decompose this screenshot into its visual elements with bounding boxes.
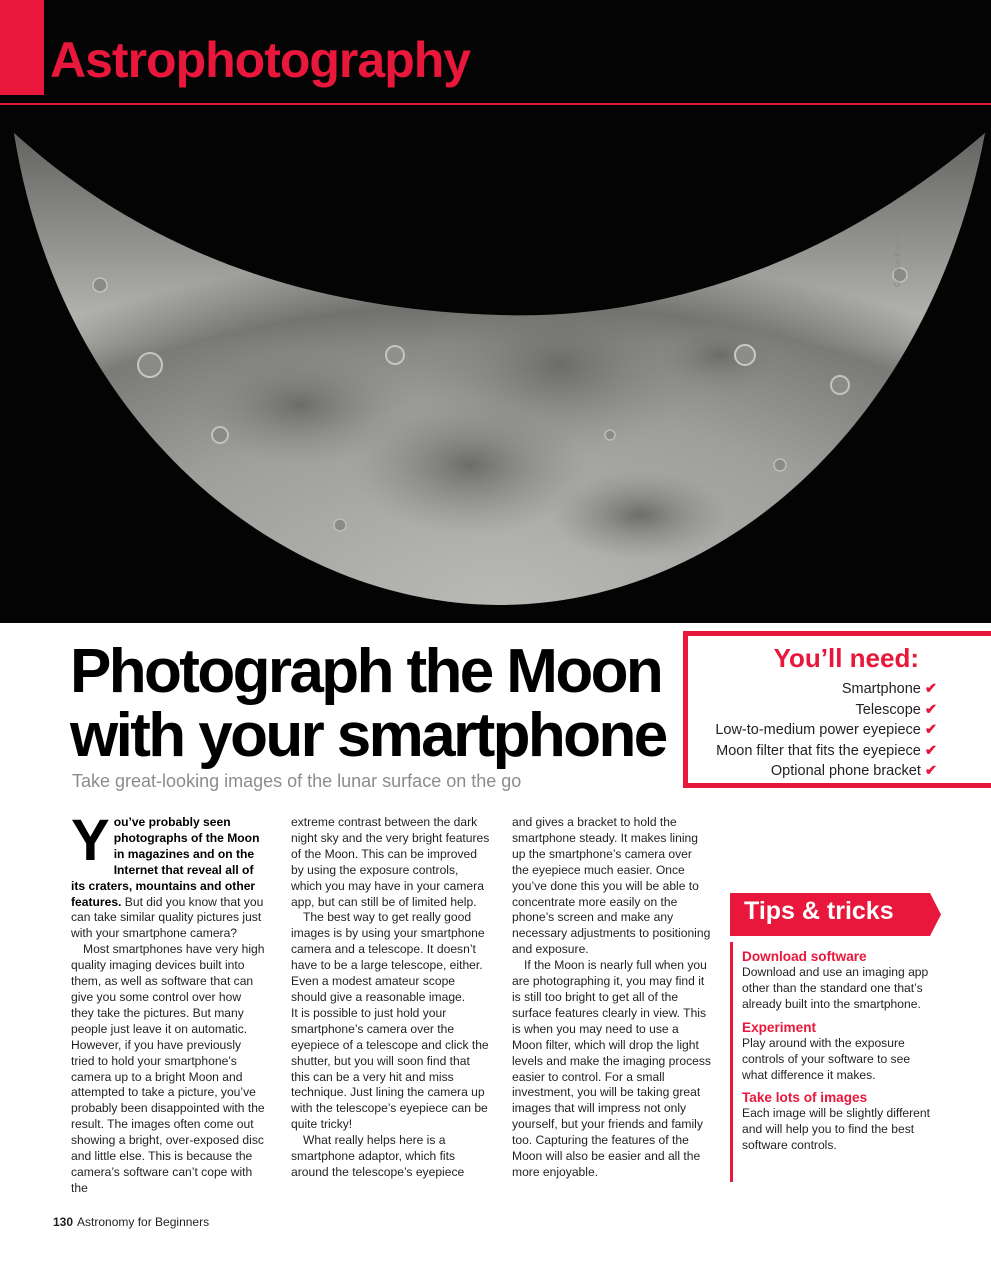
intro-rest: But did you know that you can take similar quality pictures just with your smartphone camera? — [71, 894, 264, 941]
photo-credit: © Nikos Koutoulas — [893, 221, 902, 287]
need-item-label: Telescope — [855, 701, 921, 718]
body-paragraph: The best way to get really good images is by using your smartphone camera and a telescope. It doesn’t have to be a large telescope, either. Even a modest amateur scope should give a reasonable image. — [291, 910, 485, 1004]
checkmark-icon: ✔ — [924, 722, 937, 738]
tip-item — [742, 1020, 930, 1084]
body-paragraph: extreme contrast between the dark night sky and the very bright features of the Moon. This can be improved by using the exposure controls, which you may have in your camera app, but can still be of limited help. — [291, 815, 490, 909]
tips-banner — [730, 893, 941, 936]
body-column-2 — [291, 815, 491, 1181]
intro-paragraph — [71, 808, 267, 942]
you-will-need-box — [683, 631, 991, 788]
section-header — [0, 0, 991, 105]
body-paragraph: What really helps here is a smartphone adaptor, which fits around the telescope’s eyepiece — [291, 1133, 465, 1179]
body-paragraph: and gives a bracket to hold the smartphone steady. It makes lining up the smartphone’s camera over the eyepiece much easier. Once you’ve done this you will be able to concentrate more easily on the phone’s screen and make any necessary adjustments to positioning and exposure. — [512, 815, 711, 957]
checkmark-icon: ✔ — [924, 681, 937, 697]
tips-list — [730, 942, 930, 1182]
tips-title: Tips & tricks — [744, 897, 894, 925]
tip-heading: Download software — [742, 949, 867, 964]
header-accent-block — [0, 0, 44, 95]
body-column-3 — [512, 815, 712, 1181]
page-footer — [53, 1215, 209, 1229]
you-will-need-title: You’ll need: — [773, 643, 919, 673]
tip-text: Download and use an imaging app other than the standard one that’s already built into the smartphone. — [742, 965, 929, 1011]
article-headline — [70, 637, 670, 770]
moon-photo — [0, 105, 991, 623]
tip-heading: Take lots of images — [742, 1090, 868, 1106]
page-number: 130 — [53, 1215, 74, 1229]
need-item-label: Optional phone bracket — [770, 763, 921, 779]
tip-item — [742, 949, 930, 1013]
body-column-1 — [71, 808, 267, 1197]
body-paragraph: If the Moon is nearly full when you are photographing it, you may find it is still too bright to get all of the surface features clearly in view. This is when you may need to use a Moon filter, which will drop the light levels and make the imaging process easier to control. For a small investment, you will be taking great images that will impress not only yourself, but your friends and family too. Capturing the features of the Moon will also be easier and all the more enjoyable. — [512, 958, 711, 1179]
moon-illustration — [0, 105, 991, 623]
checkmark-icon: ✔ — [924, 742, 937, 759]
publication-name: Astronomy for Beginners — [77, 1215, 210, 1229]
need-item — [715, 741, 937, 762]
you-will-need-list — [715, 679, 937, 782]
intro-lead: ou’ve probably seen photographs of the Moon in magazines and on the Internet that reveal all of its craters, mountains and other features. — [71, 815, 260, 909]
checkmark-icon: ✔ — [924, 701, 937, 718]
checkmark-icon: ✔ — [924, 763, 937, 779]
body-paragraph: Most smartphones have very high quality imaging devices built into them, as well as software that can give you some control over how they take the pictures. But many people just leave it on automatic. However, if you have previously tried to hold your smartphone’s camera up to a bright Moon and attempted to take a picture, you’ve probably been disappointed with the result. The images often come out showing a bright, over-exposed disc and little else. This is because the camera’s software can’t cope with the — [71, 942, 265, 1195]
section-title: Astrophotography — [50, 32, 471, 88]
tip-text: Each image will be slightly different and will help you to find the best software controls. — [742, 1106, 930, 1153]
headline-line-2: with your smartphone — [70, 701, 666, 770]
tip-heading: Experiment — [742, 1019, 817, 1035]
standfirst: Take great-looking images of the lunar surface on the go — [72, 771, 522, 791]
need-item — [715, 761, 937, 782]
need-item — [715, 720, 937, 741]
need-item-label: Smartphone — [841, 681, 921, 697]
need-item — [715, 700, 937, 721]
body-paragraph: It is possible to just hold your smartphone’s camera over the eyepiece of a telescope and click the shutter, but you will soon find that this can be a very hit and miss technique. Just lining the camera up with the telescope’s eyepiece can be quite tricky! — [291, 1005, 489, 1132]
need-item-label: Moon filter that fits the eyepiece — [716, 742, 921, 759]
tip-text: Play around with the exposure controls of your software to see what difference it makes. — [742, 1035, 911, 1082]
tip-item — [742, 1090, 930, 1154]
need-item — [715, 679, 937, 700]
headline-line-1: Photograph the Moon — [70, 637, 662, 706]
drop-cap: Y — [71, 808, 110, 873]
need-item-label: Low-to-medium power eyepiece — [715, 722, 921, 738]
